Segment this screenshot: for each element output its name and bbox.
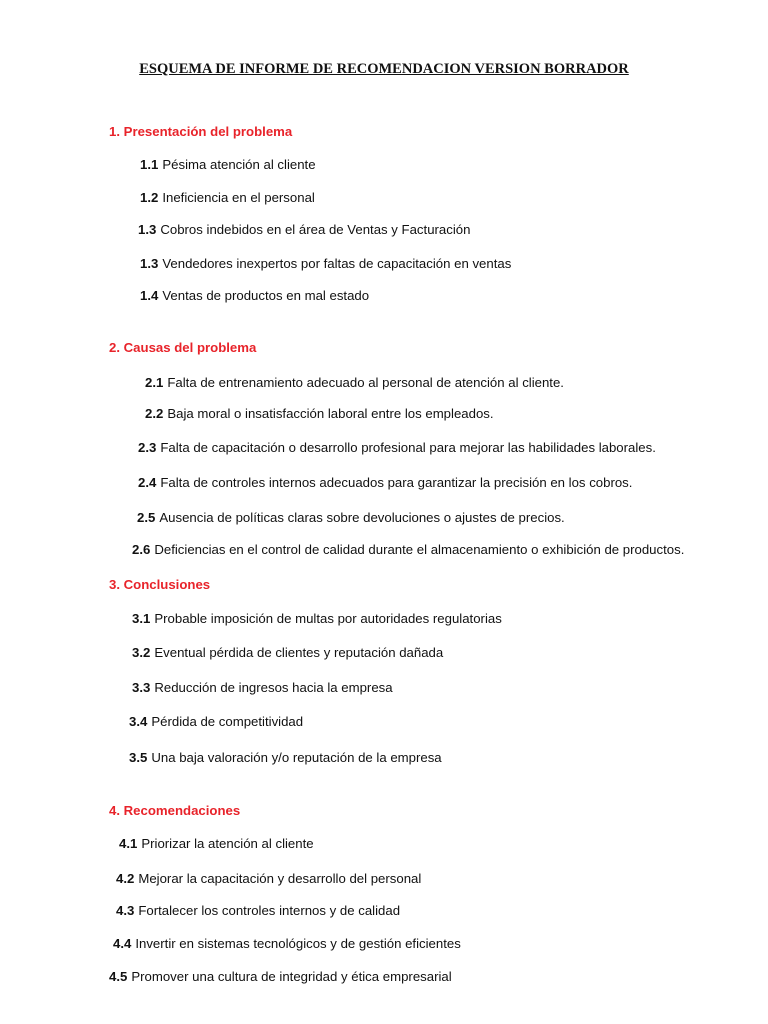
item-text: Eventual pérdida de clientes y reputación dañada [154,645,444,660]
list-item [132,645,443,660]
item-text: Priorizar la atención al cliente [141,836,314,851]
list-item [132,611,502,626]
item-number: 1.3 [140,256,159,271]
item-number: 4.4 [113,936,132,951]
item-number: 3.1 [132,611,151,626]
list-item [129,714,303,729]
item-text: Mejorar la capacitación y desarrollo del personal [138,871,422,886]
list-item [140,157,316,172]
list-item [140,190,315,205]
list-item [137,510,565,525]
item-text: Probable imposición de multas por autoridades regulatorias [154,611,502,626]
item-text: Ineficiencia en el personal [162,190,315,205]
item-text: Pérdida de competitividad [151,714,304,729]
item-text: Baja moral o insatisfacción laboral entre los empleados. [167,406,494,421]
item-text: Ausencia de políticas claras sobre devoluciones o ajustes de precios. [159,510,565,525]
list-item [132,542,684,557]
item-number: 2.6 [132,542,151,557]
item-number: 2.4 [138,475,157,490]
item-text: Invertir en sistemas tecnológicos y de gestión eficientes [135,936,461,951]
item-text: Ventas de productos en mal estado [162,288,370,303]
item-number: 3.5 [129,750,148,765]
item-text: Una baja valoración y/o reputación de la empresa [151,750,442,765]
section-heading-causas: 2. Causas del problema [109,340,257,355]
list-item [109,969,452,984]
item-number: 4.3 [116,903,135,918]
item-number: 3.3 [132,680,151,695]
list-item [116,903,400,918]
document-title: ESQUEMA DE INFORME DE RECOMENDACION VERSION BORRADOR [139,61,629,77]
item-text: Reducción de ingresos hacia la empresa [154,680,393,695]
item-number: 4.1 [119,836,138,851]
list-item [140,288,369,303]
section-heading-presentacion: 1. Presentación del problema [109,124,293,139]
list-item [138,222,470,237]
list-item [119,836,314,851]
item-number: 1.2 [140,190,159,205]
item-text: Vendedores inexpertos por faltas de capacitación en ventas [162,256,512,271]
item-text: Cobros indebidos en el área de Ventas y Facturación [160,222,471,237]
list-item [145,375,564,390]
item-text: Promover una cultura de integridad y ética empresarial [131,969,452,984]
item-number: 2.1 [145,375,164,390]
item-number: 3.2 [132,645,151,660]
list-item [145,406,494,421]
section-heading-conclusiones: 3. Conclusiones [109,577,211,592]
item-text: Deficiencias en el control de calidad durante el almacenamiento o exhibición de productos. [154,542,685,557]
item-number: 2.3 [138,440,157,455]
section-heading-recomendaciones: 4. Recomendaciones [109,803,241,818]
list-item [116,871,421,886]
list-item [138,440,656,455]
item-number: 2.2 [145,406,164,421]
item-number: 1.3 [138,222,157,237]
item-number: 3.4 [129,714,148,729]
list-item [113,936,461,951]
list-item [138,475,632,490]
list-item [140,256,511,271]
item-text: Fortalecer los controles internos y de calidad [138,903,401,918]
item-number: 1.1 [140,157,159,172]
item-number: 4.2 [116,871,135,886]
list-item [132,680,393,695]
item-number: 1.4 [140,288,159,303]
item-text: Falta de capacitación o desarrollo profesional para mejorar las habilidades laborales. [160,440,656,455]
item-number: 4.5 [109,969,128,984]
item-text: Pésima atención al cliente [162,157,316,172]
item-number: 2.5 [137,510,156,525]
list-item [129,750,442,765]
item-text: Falta de entrenamiento adecuado al personal de atención al cliente. [167,375,564,390]
item-text: Falta de controles internos adecuados para garantizar la precisión en los cobros. [160,475,633,490]
